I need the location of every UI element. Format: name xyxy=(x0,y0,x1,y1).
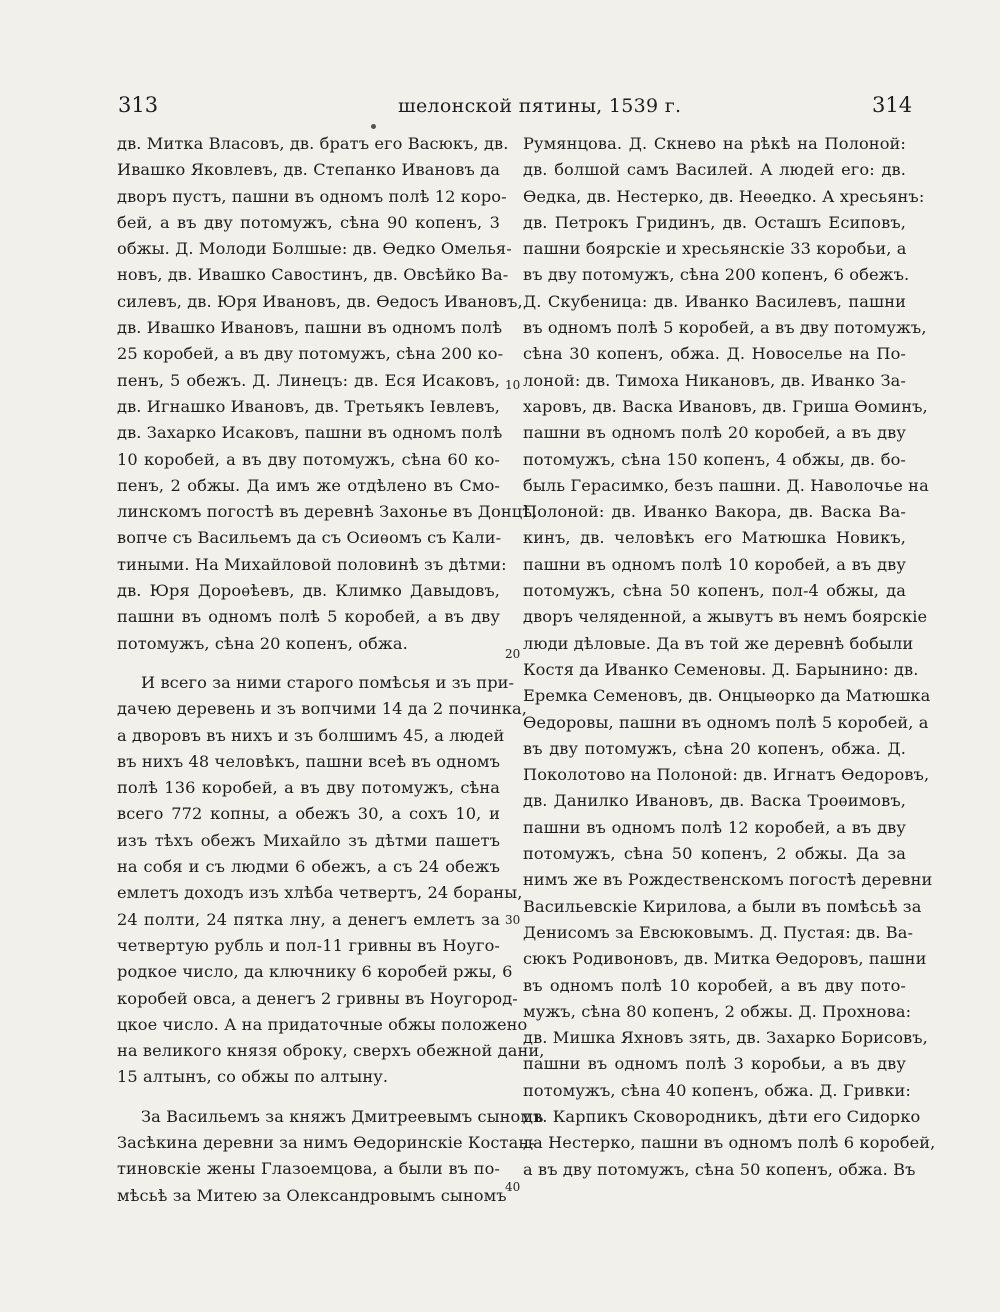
text-line: обжы. Д. Молоди Болшые: дв. Ѳедко Омелья- xyxy=(117,239,512,259)
text-line: дв. Юря Дороѳѣевъ, дв. Климко Давыдовъ, xyxy=(117,581,500,601)
text-line: дв. Данилко Ивановъ, дв. Васка Троѳимовъ, xyxy=(523,791,906,811)
text-line: родкое число, да ключнику 6 коробей ржы, 6 xyxy=(117,962,513,982)
text-line: дв. Игнашко Ивановъ, дв. Третьякъ Іевлевъ, xyxy=(117,396,500,416)
text-line: потомужъ, сѣна 150 копенъ, 4 обжы, дв. бо- xyxy=(523,449,906,469)
line-number-20: 20 xyxy=(505,647,521,661)
text-line: новъ, дв. Ивашко Савостинъ, дв. Овсѣйко Ва- xyxy=(117,265,509,285)
text-line: Полоной: дв. Иванко Вакора, дв. Васка Ва- xyxy=(523,502,906,522)
text-line: дв. Митка Власовъ, дв. братъ его Васюкъ, дв. xyxy=(117,134,509,153)
text-line: Румянцова. Д. Скнево на рѣкѣ на Полоной: xyxy=(523,134,906,153)
text-line: дв. Мишка Яхновъ зять, дв. Захарко Борисовъ, xyxy=(523,1028,928,1048)
text-line: пенъ, 5 обежъ. Д. Линецъ: дв. Еся Исаковъ, xyxy=(117,370,500,390)
text-line: пашни въ одномъ полѣ 12 коробей, а въ дву xyxy=(523,817,906,837)
text-line: вопче съ Васильемъ да съ Осиѳомъ съ Кали- xyxy=(117,528,502,548)
text-line: И всего за ними старого помѣсья и зъ при- xyxy=(141,672,515,692)
text-line: мѣсьѣ за Митею за Олександровымъ сыномъ xyxy=(117,1185,507,1205)
paragraph-gap xyxy=(117,1091,500,1104)
text-line: Ивашко Яковлевъ, дв. Степанко Ивановъ да xyxy=(117,160,500,180)
text-line: потомужъ, сѣна 50 копенъ, 2 обжы. Да за xyxy=(523,844,906,864)
text-line: За Васильемъ за княжъ Дмитреевымъ сыномъ xyxy=(141,1106,544,1126)
text-line: 10 коробей, а въ дву потомужъ, сѣна 60 ко- xyxy=(117,449,500,469)
text-line: мужъ, сѣна 80 копенъ, 2 обжы. Д. Прохнова: xyxy=(523,1001,912,1021)
page-number-right: 314 xyxy=(872,93,913,117)
text-line: лоной: дв. Тимоха Никановъ, дв. Иванко За- xyxy=(523,370,906,390)
text-line: да Нестерко, пашни въ одномъ полѣ 6 коробей, xyxy=(523,1133,936,1153)
text-line: а дворовъ въ нихъ и зъ болшимъ 45, а людей xyxy=(117,725,505,745)
text-line: всего 772 копны, а обежъ 30, а сохъ 10, и xyxy=(117,804,500,824)
text-line: дворъ пустъ, пашни въ одномъ полѣ 12 коро- xyxy=(117,186,507,206)
text-line: пашни въ одномъ полѣ 5 коробей, а въ дву xyxy=(117,607,500,627)
text-line: пашни въ одномъ полѣ 3 коробьи, а въ дву xyxy=(523,1054,906,1074)
line-number-40: 40 xyxy=(505,1180,521,1194)
text-line: сѣна 30 копенъ, обжа. Д. Новоселье на По- xyxy=(523,344,906,364)
text-line: потомужъ, сѣна 50 копенъ, пол-4 обжы, да xyxy=(523,581,906,601)
text-line: сюкъ Родивоновъ, дв. Митка Ѳедоровъ, пашни xyxy=(523,949,927,969)
text-line: тиновскіе жены Глазоемцова, а были въ по- xyxy=(117,1159,500,1179)
text-line: дв. Ивашко Ивановъ, пашни въ одномъ полѣ xyxy=(117,318,503,338)
line-number-10: 10 xyxy=(505,378,521,392)
text-line: дв. Карпикъ Сковородникъ, дѣти его Сидорко xyxy=(523,1106,921,1126)
text-line: 24 полти, 24 пятка лну, а денегъ емлетъ за xyxy=(117,909,500,929)
text-line: пашни въ одномъ полѣ 10 коробей, а въ дву xyxy=(523,554,906,574)
text-line: Костя да Иванко Семеновы. Д. Барынино: дв. xyxy=(523,659,919,679)
text-line: быль Герасимко, безъ пашни. Д. Наволочье на xyxy=(523,475,929,495)
text-line: Васильевскіе Кирилова, а были въ помѣсьѣ за xyxy=(523,896,922,916)
right-column xyxy=(523,131,936,1183)
text-line: 25 коробей, а въ дву потомужъ, сѣна 200 ко- xyxy=(117,344,504,364)
paragraph-gap xyxy=(117,657,500,670)
page-number-left: 313 xyxy=(118,93,159,117)
text-line: пенъ, 2 обжы. Да имъ же отдѣлено въ Смо- xyxy=(117,475,500,495)
text-line: 15 алтынъ, со обжы по алтыну. xyxy=(117,1067,389,1087)
ink-dot xyxy=(371,124,376,129)
text-line: пашни боярскіе и хресьянскіе 33 коробьи, а xyxy=(523,239,907,259)
text-line: дв. Захарко Исаковъ, пашни въ одномъ полѣ xyxy=(117,423,503,443)
text-line: силевъ, дв. Юря Ивановъ, дв. Ѳедосъ Ивановъ, xyxy=(117,291,523,311)
text-line: дв. Петрокъ Гридинъ, дв. Осташъ Есиповъ, xyxy=(523,212,906,232)
text-line: линскомъ погостѣ въ деревнѣ Захонье въ Донцѣ, xyxy=(117,502,538,522)
text-line: Ѳедоровы, пашни въ одномъ полѣ 5 коробей, а xyxy=(523,712,929,732)
text-line: въ дву потомужъ, сѣна 20 копенъ, обжа. Д. xyxy=(523,738,906,758)
text-line: цкое число. А на придаточные обжы положено xyxy=(117,1014,528,1034)
text-line: Денисомъ за Евсюковымъ. Д. Пустая: дв. Ва- xyxy=(523,922,914,942)
text-line: Поколотово на Полоной: дв. Игнатъ Ѳедоровъ, xyxy=(523,765,930,785)
line-number-30: 30 xyxy=(505,913,521,927)
text-line: четвертую рубль и пол-11 гривны въ Ноуго- xyxy=(117,935,500,955)
text-line: въ дву потомужъ, сѣна 200 копенъ, 6 обежъ. xyxy=(523,265,910,285)
text-line: коробей овса, а денегъ 2 гривны въ Ноугород- xyxy=(117,988,518,1008)
text-line: люди дѣловые. Да въ той же деревнѣ бобыли xyxy=(523,633,914,653)
text-line: дв. болшой самъ Василей. А людей его: дв. xyxy=(523,160,906,180)
text-line: харовъ, дв. Васка Ивановъ, дв. Гриша Ѳоминъ, xyxy=(523,396,928,416)
text-line: въ нихъ 48 человѣкъ, пашни всеѣ въ одномъ xyxy=(117,751,501,771)
text-line: на собя и съ людми 6 обежъ, а съ 24 обежъ xyxy=(117,857,500,877)
text-line: въ одномъ полѣ 10 коробей, а въ дву пото- xyxy=(523,975,906,995)
text-line: на великого князя оброку, сверхъ обежной дани, xyxy=(117,1041,545,1061)
text-line: бей, а въ дву потомужъ, сѣна 90 копенъ, 3 xyxy=(117,212,500,232)
text-line: Д. Скубеница: дв. Иванко Василевъ, пашни xyxy=(523,291,906,311)
text-line: въ одномъ полѣ 5 коробей, а въ дву потомужъ, xyxy=(523,318,927,338)
text-line: нимъ же въ Рождественскомъ погостѣ деревни xyxy=(523,870,933,890)
text-line: а въ дву потомужъ, сѣна 50 копенъ, обжа. Въ xyxy=(523,1159,916,1179)
text-line: пашни въ одномъ полѣ 20 коробей, а въ дву xyxy=(523,423,906,443)
text-line: потомужъ, сѣна 20 копенъ, обжа. xyxy=(117,633,408,653)
text-line: изъ тѣхъ обежъ Михайло зъ дѣтми пашетъ xyxy=(117,830,500,850)
text-line: Ѳедка, дв. Нестерко, дв. Неѳедко. А хресьянъ: xyxy=(523,186,925,206)
text-line: кинъ, дв. человѣкъ его Матюшка Новикъ, xyxy=(523,528,906,548)
text-line: дворъ челяденной, а жывутъ въ немъ боярскіе xyxy=(523,607,928,627)
text-line: тиными. На Михайловой половинѣ зъ дѣтми: xyxy=(117,554,507,574)
running-title: шелонской пятины, 1539 г. xyxy=(398,95,682,117)
text-line: Еремка Семеновъ, дв. Онцыѳорко да Матюшка xyxy=(523,686,931,706)
text-line: полѣ 136 коробей, а въ дву потомужъ, сѣна xyxy=(117,778,500,798)
text-line: Засѣкина деревни за нимъ Ѳедоринскіе Костан- xyxy=(117,1132,535,1152)
text-line: емлетъ доходъ изъ хлѣба четвертъ, 24 бораны, xyxy=(117,883,523,903)
text-line: дачею деревень и зъ вопчими 14 да 2 починка, xyxy=(117,699,528,719)
text-line: потомужъ, сѣна 40 копенъ, обжа. Д. Гривки: xyxy=(523,1080,911,1100)
